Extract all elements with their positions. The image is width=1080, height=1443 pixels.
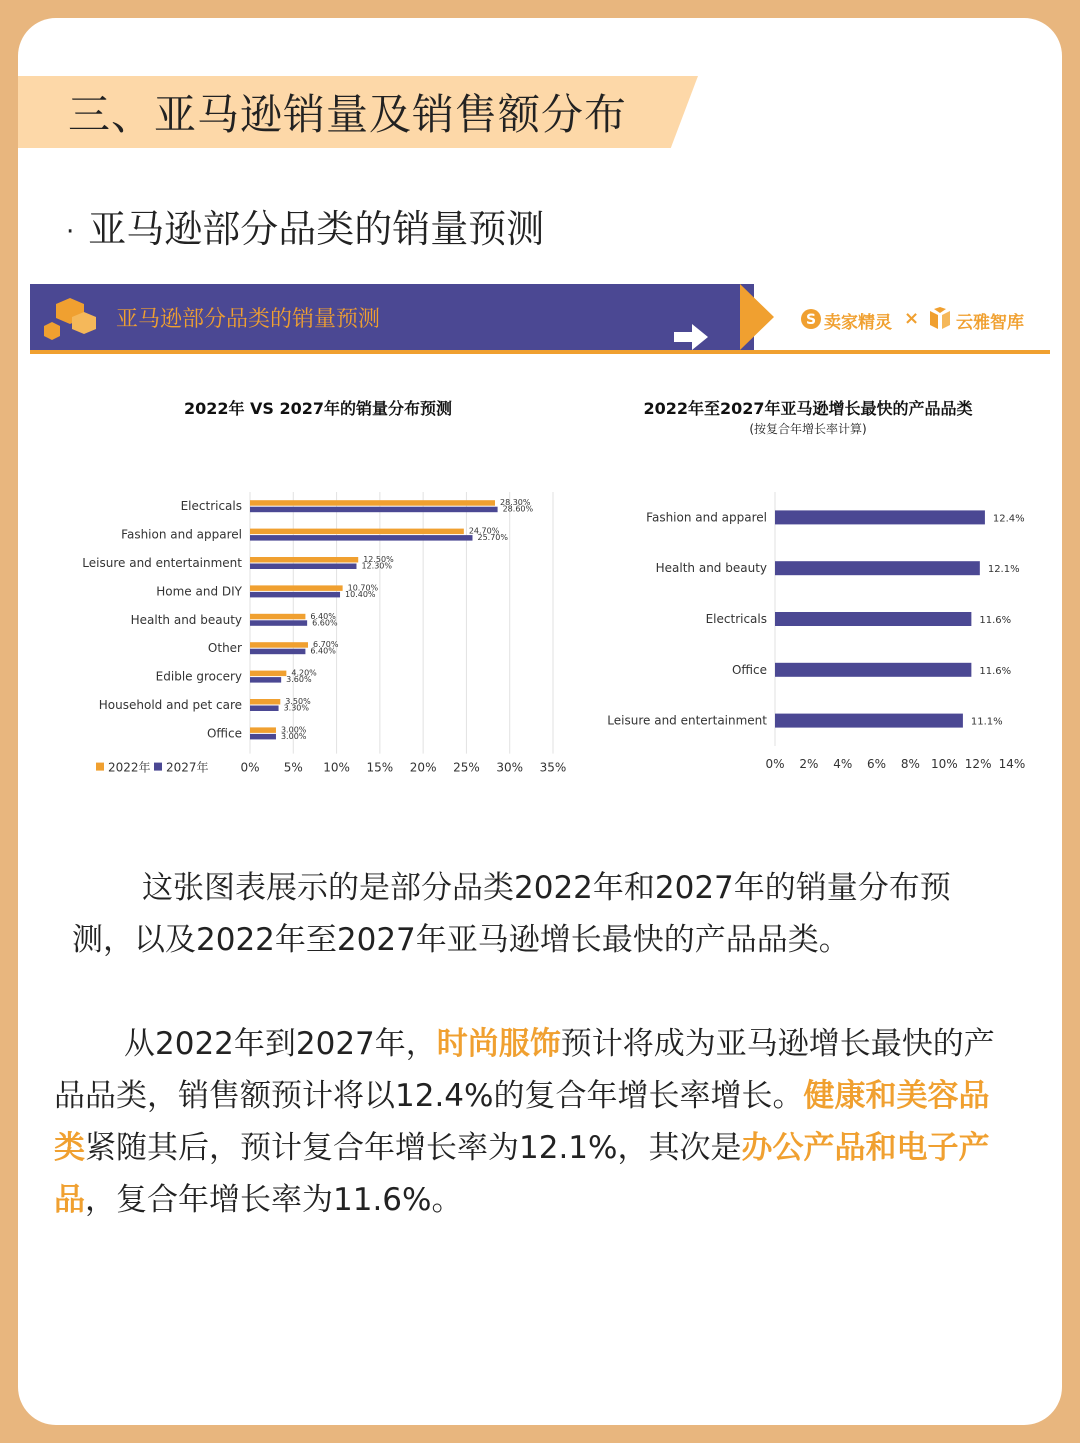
chart2-data-label: 12.4%	[992, 513, 1025, 525]
chart1-xtick-label: 15%	[366, 760, 394, 775]
chart2-xtick-label: 12%	[964, 757, 992, 771]
chart1-data-label: 6.40%	[310, 611, 336, 621]
chart2-xtick-label: 10%	[930, 757, 958, 771]
chart1-bar-2027	[250, 734, 276, 740]
chart1-bar-2022	[250, 557, 358, 563]
chart1-xtick-label: 35%	[539, 760, 567, 775]
chart2-title: 2022年至2027年亚马逊增长最快的产品品类	[643, 399, 973, 418]
chart2-data-label: 11.6%	[979, 665, 1012, 677]
chart-header-title: 亚马逊部分品类的销量预测	[116, 307, 381, 332]
chart2-category-label: Health and beauty	[655, 561, 767, 576]
chart1-xtick-label: 30%	[496, 760, 524, 775]
chart1-bar-2022	[250, 529, 464, 535]
chart2-xtick-label: 14%	[998, 757, 1026, 771]
chart1-category-label: Health and beauty	[130, 612, 242, 627]
chart1-bar-2027	[250, 535, 472, 541]
chart1-bar-2022	[250, 642, 308, 648]
chart1-title: 2022年 VS 2027年的销量分布预测	[183, 399, 453, 418]
chart1-data-label: 25.70%	[477, 533, 509, 543]
chart1-bar-2022	[250, 671, 286, 677]
chart1-category-label: Home and DIY	[156, 584, 242, 599]
highlight-office-electronics: 办公产品和电子产品	[54, 1130, 990, 1218]
chart1-xtick-label: 5%	[283, 760, 303, 775]
chart1-data-label: 6.70%	[313, 640, 339, 650]
cubes-logo-icon	[40, 296, 100, 342]
chart1-data-label: 3.30%	[283, 703, 309, 713]
chart1-data-label: 12.30%	[361, 561, 392, 571]
chart2-xtick-label: 4%	[833, 757, 853, 771]
chart1-xtick-label: 10%	[323, 760, 350, 775]
chart2-bar	[775, 561, 980, 575]
chart2-category-label: Office	[731, 662, 767, 677]
chart1-category-label: Other	[207, 641, 242, 656]
chart2-bar	[775, 663, 971, 677]
chart1-category-label: Household and pet care	[98, 698, 242, 712]
chart1-category-label: Electricals	[180, 499, 242, 514]
chart1-legend-swatch	[96, 763, 104, 771]
highlight-health-beauty: 健康和美容品类	[54, 1078, 990, 1166]
paragraph-1: 这张图表展示的是部分品类2022年和2027年的销量分布预测，以及2022年至2027年亚马逊增长最快的产品品类。	[72, 870, 951, 958]
chart1-category-label: Edible grocery	[155, 669, 242, 684]
chart1-bar-2022	[250, 727, 276, 733]
chart2-bar	[775, 714, 963, 728]
chart1-legend-label: 2027年	[166, 760, 209, 775]
chart1-data-label: 3.60%	[286, 675, 312, 685]
chart1-xtick-label: 20%	[409, 760, 437, 775]
chart1-data-label: 10.70%	[347, 583, 379, 593]
chart2-bar	[775, 612, 971, 626]
chart2-category-label: Electricals	[705, 612, 767, 626]
chart1-bar-2027	[250, 677, 281, 683]
section-title: 三、亚马逊销量及销售额分布	[68, 90, 628, 139]
chart1-legend-label: 2022年	[108, 760, 151, 775]
chart1-data-label: 3.00%	[280, 731, 307, 741]
chart1-xtick-label: 25%	[453, 760, 480, 775]
chart1-bar-2027	[250, 564, 356, 570]
subtitle	[66, 198, 544, 253]
chart2-xtick-label: 8%	[900, 757, 920, 771]
chart1-data-label: 3.00%	[280, 725, 307, 735]
p2-part1: 从2022年到2027年，	[124, 1026, 437, 1062]
chart1-data-label: 6.60%	[312, 618, 338, 628]
chart2-xtick-label: 2%	[799, 757, 819, 771]
chart1-bar-2027	[250, 592, 340, 598]
chart1-legend-swatch	[154, 763, 162, 771]
chart2-subtitle: (按复合年增长率计算)	[749, 422, 867, 436]
chart1-data-label: 3.50%	[285, 697, 311, 706]
chart1-bar-2022	[250, 614, 305, 620]
paragraph-2	[54, 1018, 1014, 1226]
svg-text:S: S	[805, 312, 817, 328]
chart2-category-label: Fashion and apparel	[646, 510, 767, 525]
p2-part4: ，复合年增长率为11.6%。	[85, 1182, 463, 1218]
chart1-bar-2027	[250, 507, 498, 513]
chart1-data-label: 10.40%	[345, 589, 376, 599]
chart1-data-label: 4.20%	[291, 668, 317, 678]
chart2-xtick-label: 0%	[765, 757, 785, 771]
highlight-fashion: 时尚服饰	[436, 1026, 561, 1062]
seller-sprite-logo-icon	[800, 308, 822, 330]
chart1-bar-2022	[250, 500, 495, 506]
chart2-xtick-label: 6%	[867, 757, 887, 771]
chart1-data-label: 6.40%	[310, 646, 336, 656]
subtitle-text: 亚马逊部分品类的销量预测	[88, 207, 545, 251]
chart2-data-label: 11.6%	[979, 615, 1012, 626]
chart1-category-label: Fashion and apparel	[121, 527, 242, 542]
chart1-bar-2027	[250, 620, 307, 626]
arrow-right-icon	[674, 324, 708, 350]
bullet-icon: ·	[66, 216, 75, 247]
chart1-xtick-label: 0%	[240, 760, 260, 775]
chart1-bar-2022	[250, 585, 343, 591]
p2-part3: 紧随其后，预计复合年增长率为12.1%，其次是	[85, 1130, 742, 1166]
header-arrow-icon	[740, 284, 774, 350]
yunya-logo-icon	[928, 307, 952, 331]
chart1-bar-2022	[250, 699, 280, 705]
chart1-bar-2027	[250, 649, 305, 655]
chart1-category-label: Leisure and entertainment	[82, 556, 242, 570]
chart1-data-label: 12.50%	[363, 555, 394, 564]
chart2-bar	[775, 510, 985, 524]
header-underline	[30, 350, 1050, 354]
chart1-category-label: Office	[206, 726, 242, 741]
p2-part2: 预计将成为亚马逊增长最快的产品品类，销售额预计将以12.4%的复合年增长率增长。	[54, 1026, 995, 1114]
chart2-svg	[578, 480, 1026, 771]
chart2-category-label: Leisure and entertainment	[607, 713, 767, 728]
brand-separator: ×	[904, 308, 920, 329]
chart1-data-label: 28.60%	[502, 504, 534, 514]
chart1-bar-2027	[250, 706, 279, 712]
chart2-data-label: 12.1%	[987, 564, 1020, 576]
content-card	[18, 18, 1062, 1425]
brand-yunya: 云雅智库	[956, 313, 1024, 333]
chart1-data-label: 24.70%	[468, 526, 500, 536]
chart1-svg	[48, 466, 568, 775]
chart1-data-label: 28.30%	[499, 498, 531, 508]
chart2-data-label: 11.1%	[970, 716, 1003, 728]
brand-seller-sprite: 卖家精灵	[824, 313, 892, 333]
